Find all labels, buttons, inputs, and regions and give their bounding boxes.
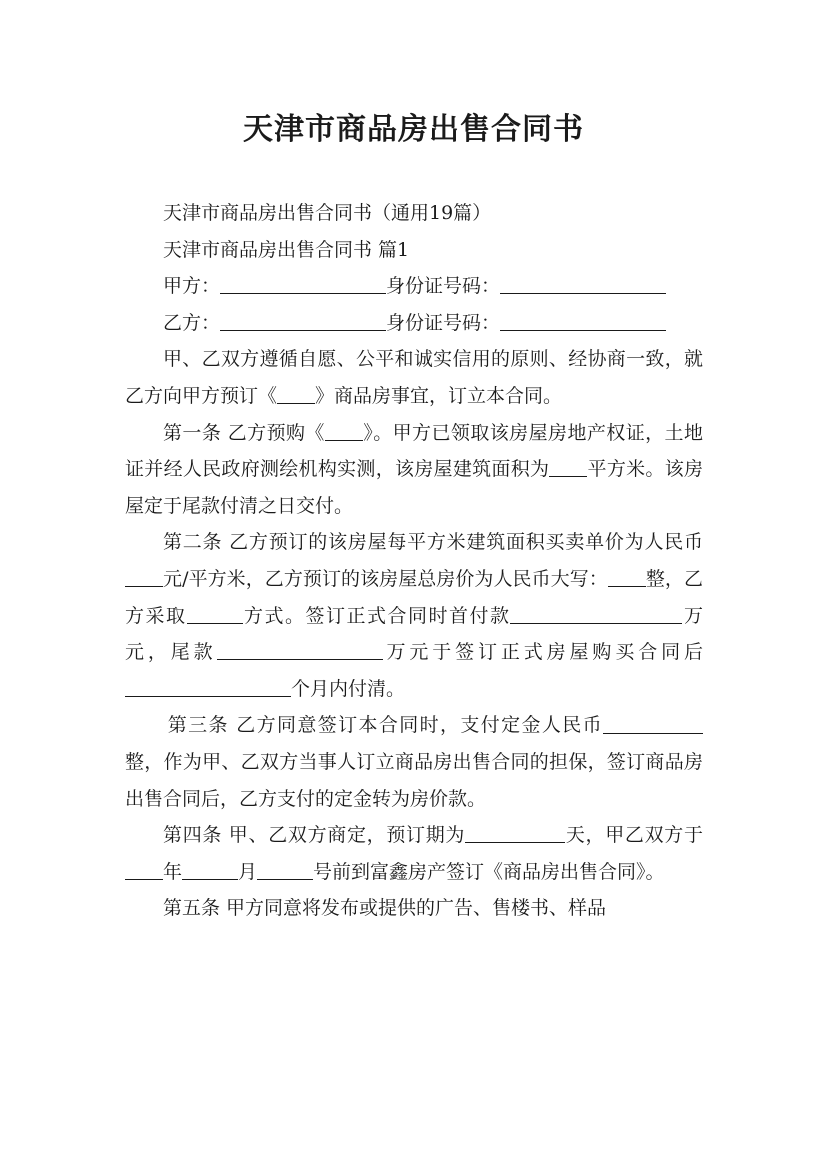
article-2-text-6: 万元于签订正式房屋购买合同后 (382, 641, 703, 664)
document-body (125, 195, 703, 927)
payment-method-blank (187, 604, 243, 624)
party-b-line (125, 305, 703, 342)
area-blank (549, 457, 587, 477)
day-blank (257, 860, 313, 880)
preamble-paragraph (125, 341, 703, 414)
preamble-text: 甲、乙双方遵循自愿、公平和诚实信用的原则、经协商一致，就乙方向甲方预订《 (125, 348, 703, 407)
party-a-id-label: 身份证号码： (386, 275, 501, 298)
article-2-text-end: 个月内付清。 (291, 677, 406, 700)
month-label: 月 (238, 860, 258, 883)
article-2-text-5: 万元，尾款 (125, 604, 703, 664)
article-3-text: 第三条 乙方同意签订本合同时，支付定金人民币 (167, 714, 603, 737)
property-blank (325, 421, 363, 441)
article-4-text-2: 天，甲乙双方于 (565, 824, 703, 847)
party-a-name-blank (220, 274, 386, 294)
article-4 (125, 817, 703, 890)
article-5: 第五条 甲方同意将发布或提供的广告、售楼书、样品 (163, 897, 607, 920)
balance-blank (217, 640, 383, 660)
article-1 (125, 415, 703, 525)
deposit-blank (603, 714, 703, 734)
party-a-id-blank (500, 274, 666, 294)
month-blank (182, 860, 238, 880)
article-1-text-end: 平方米。该房屋定于尾款付清之日交付。 (125, 458, 703, 517)
party-b-name-blank (220, 311, 386, 331)
document-title: 天津市商品房出售合同书 (243, 112, 584, 147)
down-payment-blank (510, 604, 682, 624)
article-3 (125, 707, 703, 817)
days-blank (465, 823, 565, 843)
preamble-text-end: 》商品房事宜，订立本合同。 (315, 384, 563, 407)
party-a-line (125, 268, 703, 305)
party-b-id-label: 身份证号码： (386, 311, 501, 334)
year-blank (125, 860, 163, 880)
party-b-id-blank (500, 311, 666, 331)
total-price-blank (608, 567, 646, 587)
article-3-text-end: 整，作为甲、乙双方当事人订立商品房出售合同的担保，签订商品房出售合同后，乙方支付的定金转为房价款。 (125, 750, 703, 810)
party-a-label: 甲方： (163, 275, 221, 298)
house-name-blank (277, 384, 315, 404)
months-blank (125, 677, 291, 697)
section-heading: 天津市商品房出售合同书 篇1 (163, 238, 410, 261)
article-4-text: 第四条 甲、乙双方商定，预订期为 (163, 824, 466, 847)
article-2-text-2: 元/平方米，乙方预订的该房屋总房价为人民币大写： (163, 567, 608, 590)
article-2 (125, 524, 703, 707)
article-4-text-end: 号前到富鑫房产签订《商品房出售合同》。 (313, 860, 665, 883)
article-1-text: 第一条 乙方预购《 (163, 421, 325, 444)
unit-price-blank (125, 567, 163, 587)
party-b-label: 乙方： (163, 311, 221, 334)
article-2-text-3: 整，乙方采取 (125, 567, 703, 627)
article-1-text-mid: 》。甲方已领取该房屋房地产权证，土地证并经人民政府测绘机构实测，该房屋建筑面积为 (125, 421, 703, 481)
article-2-text-4: 方式。签订正式合同时首付款 (242, 604, 511, 627)
article-2-text: 第二条 乙方预订的该房屋每平方米建筑面积买卖单价为人民币 (163, 531, 703, 554)
intro-line: 天津市商品房出售合同书（通用19篇） (163, 202, 492, 224)
year-label: 年 (163, 860, 183, 883)
